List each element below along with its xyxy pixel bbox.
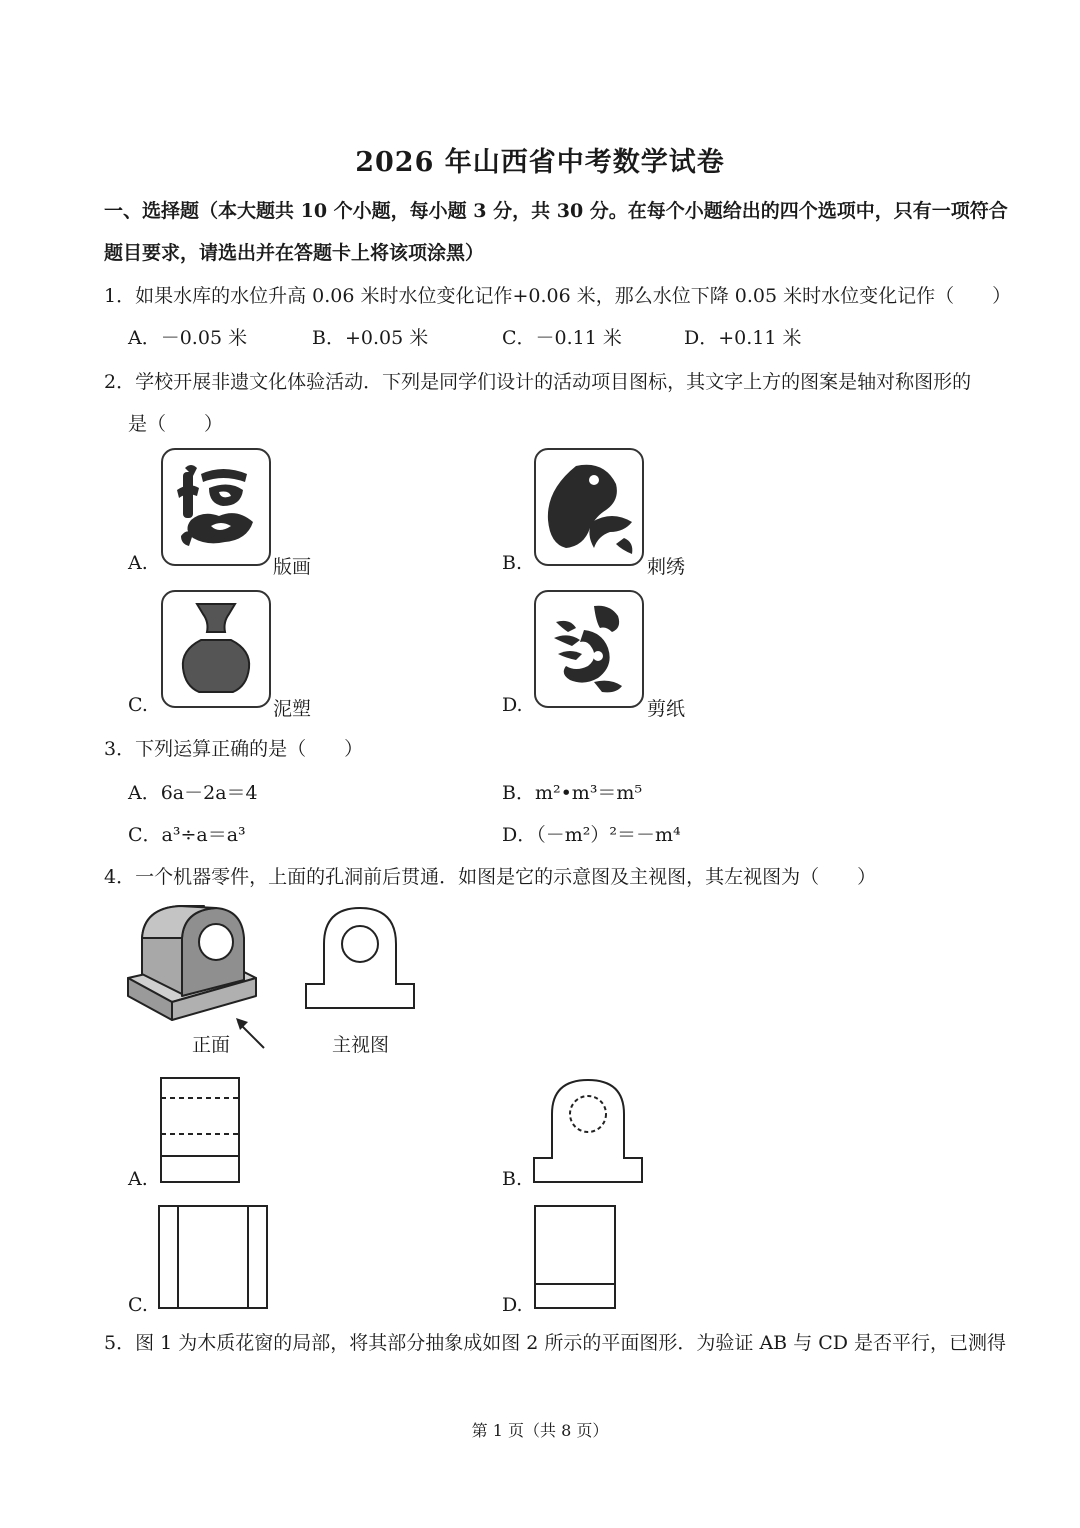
- option-c-icon-frame: [161, 590, 271, 708]
- q2-option-d-letter: D.: [502, 694, 523, 716]
- question-1-stem: 1．如果水库的水位升高 0.06 米时水位变化记作+0.06 米，那么水位下降 0.05 米时水位变化记作（ ）: [104, 285, 1012, 307]
- q4-option-a-figure: [158, 1076, 242, 1186]
- option-b-icon-frame: [534, 448, 644, 566]
- q4-option-b-figure: [532, 1076, 646, 1186]
- question-4-stem: 4．一个机器零件，上面的孔洞前后贯通．如图是它的示意图及主视图，其左视图为（ ）: [104, 866, 877, 888]
- section-heading-line2: 题目要求，请选出并在答题卡上将该项涂黑）: [104, 242, 485, 264]
- q1-option-d: D．+0.11 米: [684, 327, 802, 349]
- front-direction-arrow-icon: [232, 1014, 272, 1054]
- fu-character-icon: [163, 450, 269, 564]
- q2-option-a-letter: A.: [128, 552, 148, 574]
- q4-option-b-letter: B.: [502, 1168, 523, 1190]
- option-d-icon-frame: [534, 590, 644, 708]
- q4-main-view-label: 主视图: [332, 1034, 390, 1056]
- q3-option-a: A．6a－2a＝4: [128, 782, 258, 804]
- question-2-stem-line1: 2．学校开展非遗文化体验活动．下列是同学们设计的活动项目图标，其文字上方的图案是轴对称图形的: [104, 371, 972, 393]
- q2-option-c-letter: C.: [128, 694, 148, 716]
- q4-option-d-letter: D.: [502, 1294, 523, 1316]
- q4-option-d-figure: [532, 1204, 618, 1310]
- q2-option-a-text: 版画: [273, 556, 312, 578]
- question-5-stem: 5．图 1 为木质花窗的局部，将其部分抽象成如图 2 所示的平面图形．为验证 AB 与 CD 是否平行，已测得: [104, 1332, 1007, 1354]
- q2-option-c-text: 泥塑: [273, 698, 312, 720]
- q4-option-c-letter: C.: [128, 1294, 148, 1316]
- dragon-papercut-icon: [536, 592, 642, 706]
- q2-option-b-text: 刺绣: [647, 556, 686, 578]
- q4-front-label: 正面: [192, 1034, 231, 1056]
- main-view-figure: [304, 904, 418, 1014]
- option-a-icon-frame: [161, 448, 271, 566]
- page-title: 2026 年山西省中考数学试卷: [355, 147, 725, 178]
- q1-option-a: A．－0.05 米: [128, 327, 248, 349]
- q3-option-b: B．m²•m³＝m⁵: [502, 782, 643, 804]
- q4-option-c-figure: [156, 1204, 270, 1310]
- q4-option-a-letter: A.: [128, 1168, 148, 1190]
- q3-option-c: C．a³÷a＝a³: [128, 824, 246, 846]
- section-heading-line1: 一、选择题（本大题共 10 个小题，每小题 3 分，共 30 分。在每个小题给出的四个选项中，只有一项符合: [104, 200, 1008, 222]
- question-3-stem: 3．下列运算正确的是（ ）: [104, 738, 364, 760]
- fish-icon: [536, 450, 642, 564]
- q3-option-d: D．（－m²）²＝－m⁴: [502, 824, 681, 846]
- q2-option-b-letter: B.: [502, 552, 523, 574]
- question-2-stem-line2: 是（ ）: [128, 413, 224, 435]
- q1-option-b: B．+0.05 米: [312, 327, 429, 349]
- q1-option-c: C．－0.11 米: [502, 327, 622, 349]
- vase-icon: [163, 592, 269, 706]
- page-footer: 第 1 页（共 8 页）: [471, 1421, 609, 1440]
- q2-option-d-text: 剪纸: [647, 698, 686, 720]
